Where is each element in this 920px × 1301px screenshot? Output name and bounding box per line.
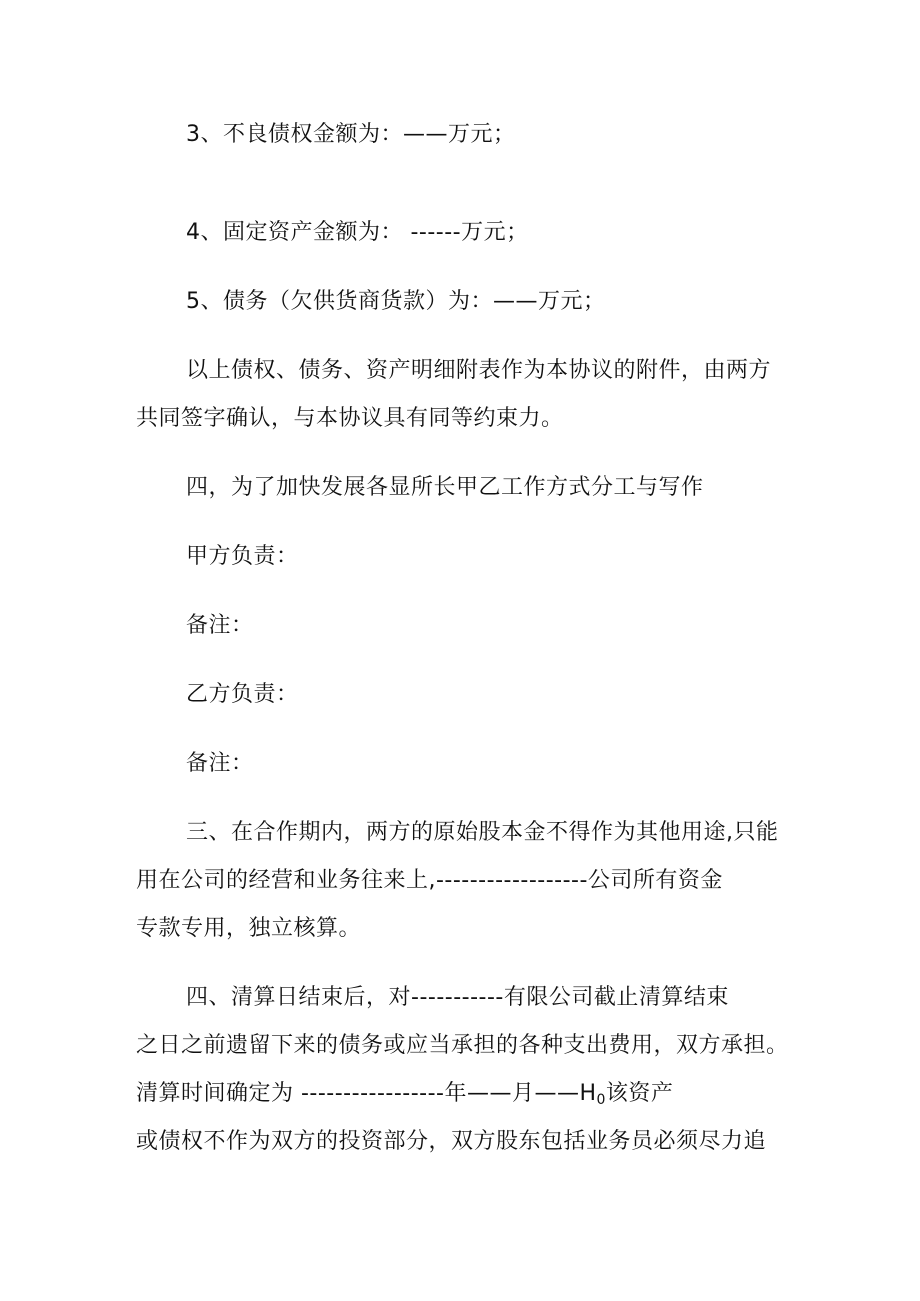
- party-a-responsibility: 甲方负责：: [186, 544, 299, 569]
- section-four-clearing-line-1: 四、清算日结束后，对-----------有限公司截止清算结束: [186, 985, 729, 1010]
- section-four-clearing-line-2: 之日之前遗留下来的债务或应当承担的各种支出费用，双方承担。: [136, 1033, 789, 1058]
- item-5-debts: 5、债务（欠供货商货款）为：——万元；: [186, 289, 606, 314]
- paragraph-attachments-line-2: 共同签字确认，与本协议具有同等约束力。: [136, 406, 564, 431]
- item-3-bad-debt: 3、不良债权金额为：——万元；: [186, 122, 516, 147]
- section-three-line-1: 三、在合作期内，两方的原始股本金不得作为其他用途,只能: [186, 820, 779, 845]
- section-four-clearing-line-3: [136, 1079, 673, 1109]
- paragraph-attachments-line-1: 以上债权、债务、资产明细附表作为本协议的附件，由两方: [186, 358, 772, 383]
- party-a-remarks: 备注：: [186, 613, 254, 638]
- clearing-line-tail: 该资产: [605, 1081, 674, 1106]
- section-three-line-3: 专款专用，独立核算。: [136, 916, 362, 941]
- subscript-zero: 0: [596, 1092, 606, 1108]
- party-b-remarks: 备注：: [186, 751, 254, 776]
- clearing-date-text: 清算时间确定为 -----------------年——月——H: [136, 1081, 597, 1106]
- item-4-fixed-assets: 4、固定资产金额为： ------万元；: [186, 220, 529, 245]
- party-b-responsibility: 乙方负责：: [186, 682, 299, 707]
- section-three-line-2: 用在公司的经营和业务往来上,------------------公司所有资金: [136, 868, 723, 893]
- section-four-clearing-line-4: 或债权不作为双方的投资部分，双方股东包括业务员必须尽力追: [136, 1129, 767, 1154]
- section-four-heading: 四，为了加快发展各显所长甲乙工作方式分工与写作: [186, 475, 704, 500]
